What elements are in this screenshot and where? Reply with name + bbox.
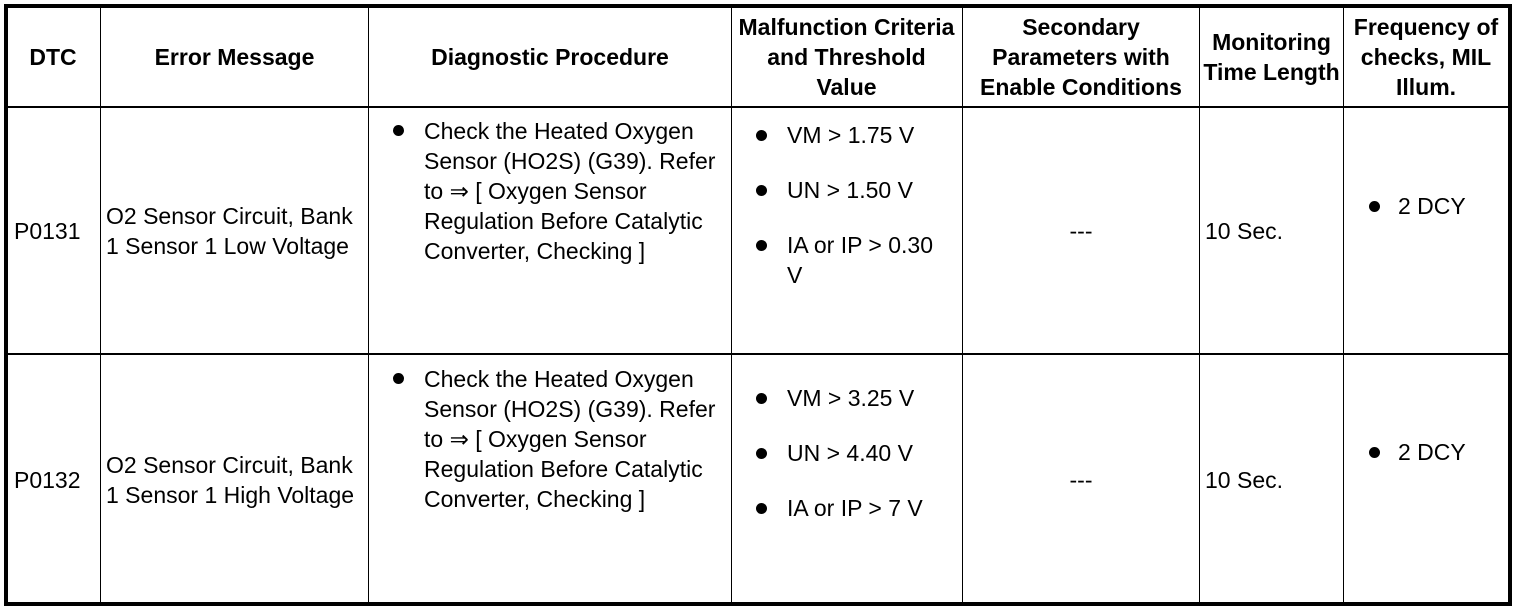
dtc-code: P0131 — [14, 217, 81, 244]
monitoring-time: 10 Sec. — [1205, 466, 1283, 493]
frequency-value: 2 DCY — [1398, 193, 1466, 219]
header-secondary-parameters: Secondary Parameters with Enable Conditions — [980, 14, 1182, 100]
criteria-item: VM > 3.25 V — [787, 385, 915, 411]
bullet-icon — [756, 185, 767, 196]
error-message: O2 Sensor Circuit, Bank 1 Sensor 1 Low Voltage — [106, 202, 353, 259]
dtc-code: P0132 — [14, 466, 81, 493]
monitoring-time: 10 Sec. — [1205, 217, 1283, 244]
bullet-icon — [756, 393, 767, 404]
bullet-icon — [393, 125, 404, 136]
bullet-icon — [1369, 201, 1380, 212]
criteria-item: VM > 1.75 V — [787, 122, 915, 148]
secondary-parameters: --- — [1069, 217, 1093, 244]
header-malfunction-criteria: Malfunction Criteria and Threshold Value — [738, 14, 955, 100]
frequency-value: 2 DCY — [1398, 439, 1466, 465]
bullet-icon — [756, 240, 767, 251]
bullet-icon — [756, 503, 767, 514]
bullet-icon — [1369, 447, 1380, 458]
criteria-item: IA or IP > 0.30 V — [787, 232, 933, 288]
diagnostic-procedure-text: Check the Heated Oxygen Sensor (HO2S) (G39). Refer to ⇒ [ Oxygen Sensor Regulation Before Catalytic Converter, Checking ] — [424, 366, 716, 512]
criteria-item: IA or IP > 7 V — [787, 495, 923, 521]
criteria-item: UN > 4.40 V — [787, 440, 913, 466]
header-dtc: DTC — [29, 44, 77, 70]
diagnostic-procedure-text: Check the Heated Oxygen Sensor (HO2S) (G39). Refer to ⇒ [ Oxygen Sensor Regulation Before Catalytic Converter, Checking ] — [424, 118, 716, 264]
bullet-icon — [393, 373, 404, 384]
secondary-parameters: --- — [1069, 466, 1093, 493]
header-frequency: Frequency of checks, MIL Illum. — [1353, 14, 1499, 100]
bullet-icon — [756, 448, 767, 459]
bullet-icon — [756, 130, 767, 141]
header-diagnostic-procedure: Diagnostic Procedure — [431, 44, 669, 70]
error-message: O2 Sensor Circuit, Bank 1 Sensor 1 High Voltage — [106, 451, 355, 508]
header-error-message: Error Message — [154, 44, 315, 70]
header-monitoring-time: Monitoring Time Length — [1203, 29, 1340, 85]
criteria-item: UN > 1.50 V — [787, 177, 913, 203]
